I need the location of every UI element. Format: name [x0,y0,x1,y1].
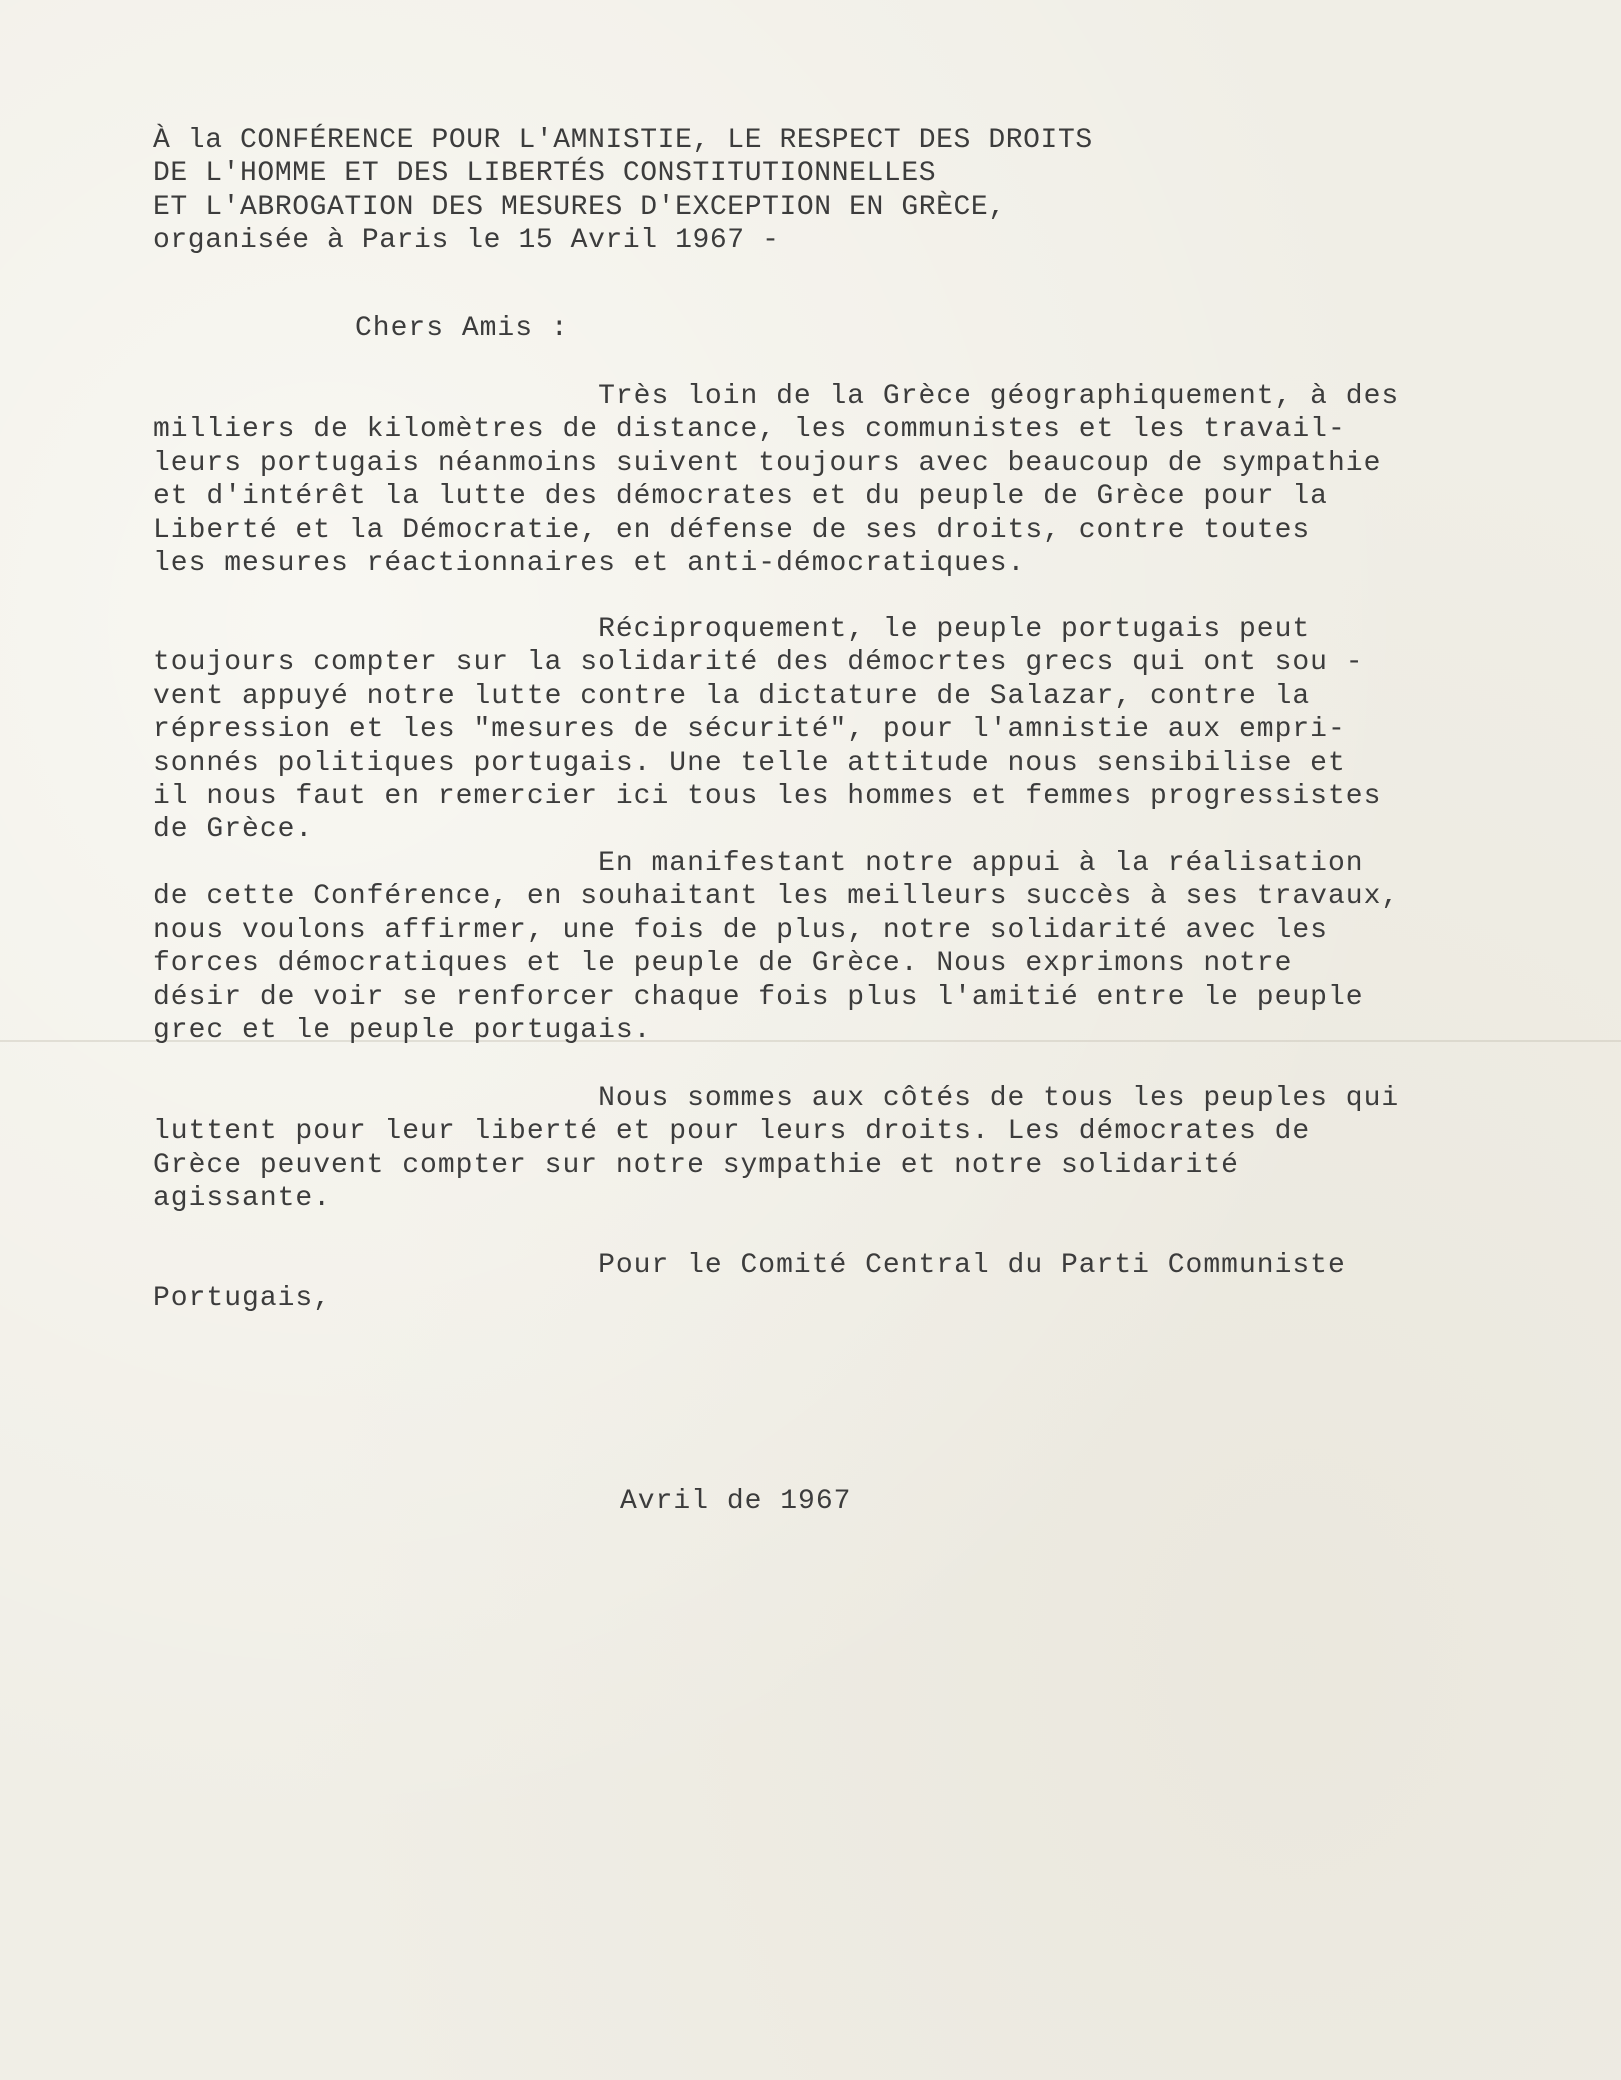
conference-address-header: À la CONFÉRENCE POUR L'AMNISTIE, LE RESPECT DES DROITS DE L'HOMME ET DES LIBERTÉS CONSTITUTIONNELLES ET L'ABROGATION DES MESURES D'EXCEPTION EN GRÈCE, organisée à Paris le 15 Avril 1967 - [153,125,1093,257]
letter-date: Avril de 1967 [620,1486,852,1517]
letter-paragraph-2: Réciproquement, le peuple portugais peut toujours compter sur la solidarité des démocrtes grecs qui ont sou - vent appuyé notre lutte contre la dictature de Salazar, contre la répression et les "mesures de sécurité", pour l'amnistie aux empri- sonnés politiques portugais. Une telle attitude nous sensibilise et il nous faut en remercier ici tous les hommes et femmes progressistes de Grèce. [153,614,1382,846]
letter-greeting: Chers Amis : [355,313,569,344]
letter-paragraph-3: En manifestant notre appui à la réalisation de cette Conférence, en souhaitant les meilleurs succès à ses travaux, nous voulons affirmer, une fois de plus, notre solidarité avec les forces démocratiques et le peuple de Grèce. Nous exprimons notre désir de voir se renforcer chaque fois plus l'amitié entre le peuple grec et le peuple portugais. [153,848,1400,1047]
letter-paragraph-4: Nous sommes aux côtés de tous les peuples qui luttent pour leur liberté et pour leurs droits. Les démocrates de Grèce peuvent compter sur notre sympathie et notre solidarité agissante. [153,1083,1400,1215]
letter-signature: Pour le Comité Central du Parti Communiste Portugais, [153,1250,1346,1315]
letter-paragraph-1: Très loin de la Grèce géographiquement, à des milliers de kilomètres de distance, les communistes et les travail- leurs portugais néanmoins suivent toujours avec beaucoup de sympathie et d'intérêt la lutte des démocrates et du peuple de Grèce pour la Liberté et la Démocratie, en défense de ses droits, contre toutes les mesures réactionnaires et anti-démocratiques. [153,381,1400,580]
